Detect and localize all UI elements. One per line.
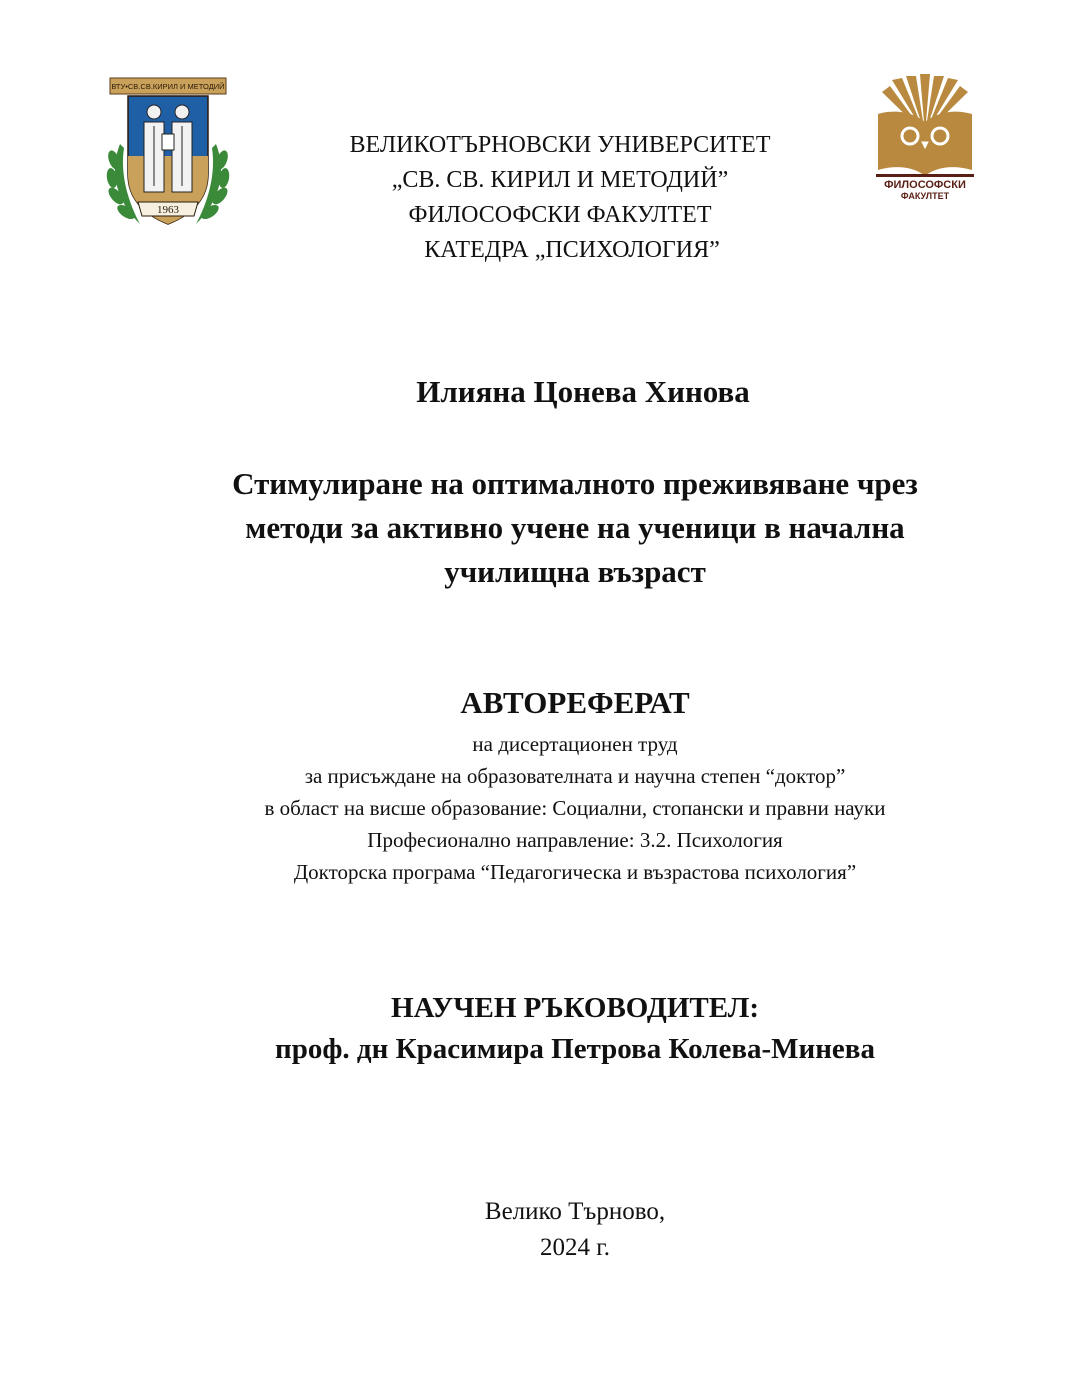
abstract-line: Докторска програма “Педагогическа и възрастова психология” — [293, 860, 857, 884]
supervisor-name: проф. дн Красимира Петрова Колева-Минева — [275, 1033, 875, 1065]
university-crest-logo — [100, 74, 236, 234]
faculty-name: ФИЛОСОФСКИ ФАКУЛТЕТ — [408, 202, 712, 228]
author-name: Илияна Цонева Хинова — [416, 374, 750, 409]
abstract-line: в област на висше образование: Социални, стопански и правни науки — [264, 796, 886, 820]
abstract-line: за присъждане на образователната и научна степен “доктор” — [304, 764, 846, 788]
department-name: КАТЕДРА „ПСИХОЛОГИЯ” — [424, 237, 720, 263]
crest-ribbon-text: ВТУ•СВ.СВ.КИРИЛ И МЕТОДИЙ — [111, 82, 225, 91]
city: Велико Търново, — [484, 1198, 666, 1225]
university-name-line1: ВЕЛИКОТЪРНОВСКИ УНИВЕРСИТЕТ — [349, 132, 771, 158]
faculty-logo-text-2: ФАКУЛТЕТ — [900, 191, 950, 201]
abstract-line: Професионално направление: 3.2. Психология — [367, 828, 783, 852]
thesis-title-line: Стимулиране на оптималното преживяване чрез — [232, 466, 918, 501]
crest-year: 1963 — [157, 204, 179, 216]
place-and-year — [0, 1194, 1080, 1266]
abstract-heading: АВТОРЕФЕРАТ — [460, 685, 690, 720]
abstract-details — [0, 728, 1080, 888]
abstract-line: на дисертационен труд — [472, 732, 678, 756]
thesis-title — [160, 462, 990, 594]
university-name-line2: „СВ. СВ. КИРИЛ И МЕТОДИЙ” — [391, 167, 729, 193]
year: 2024 г. — [540, 1234, 610, 1261]
supervisor-block — [0, 988, 1080, 1070]
institution-header — [260, 128, 860, 268]
supervisor-label: НАУЧЕН РЪКОВОДИТЕЛ: — [391, 992, 759, 1024]
faculty-logo — [872, 74, 978, 206]
thesis-title-line: методи за активно учене на ученици в начална — [245, 510, 905, 545]
thesis-title-line: училищна възраст — [444, 554, 706, 589]
faculty-logo-text-1: ФИЛОСОФСКИ — [884, 179, 966, 191]
